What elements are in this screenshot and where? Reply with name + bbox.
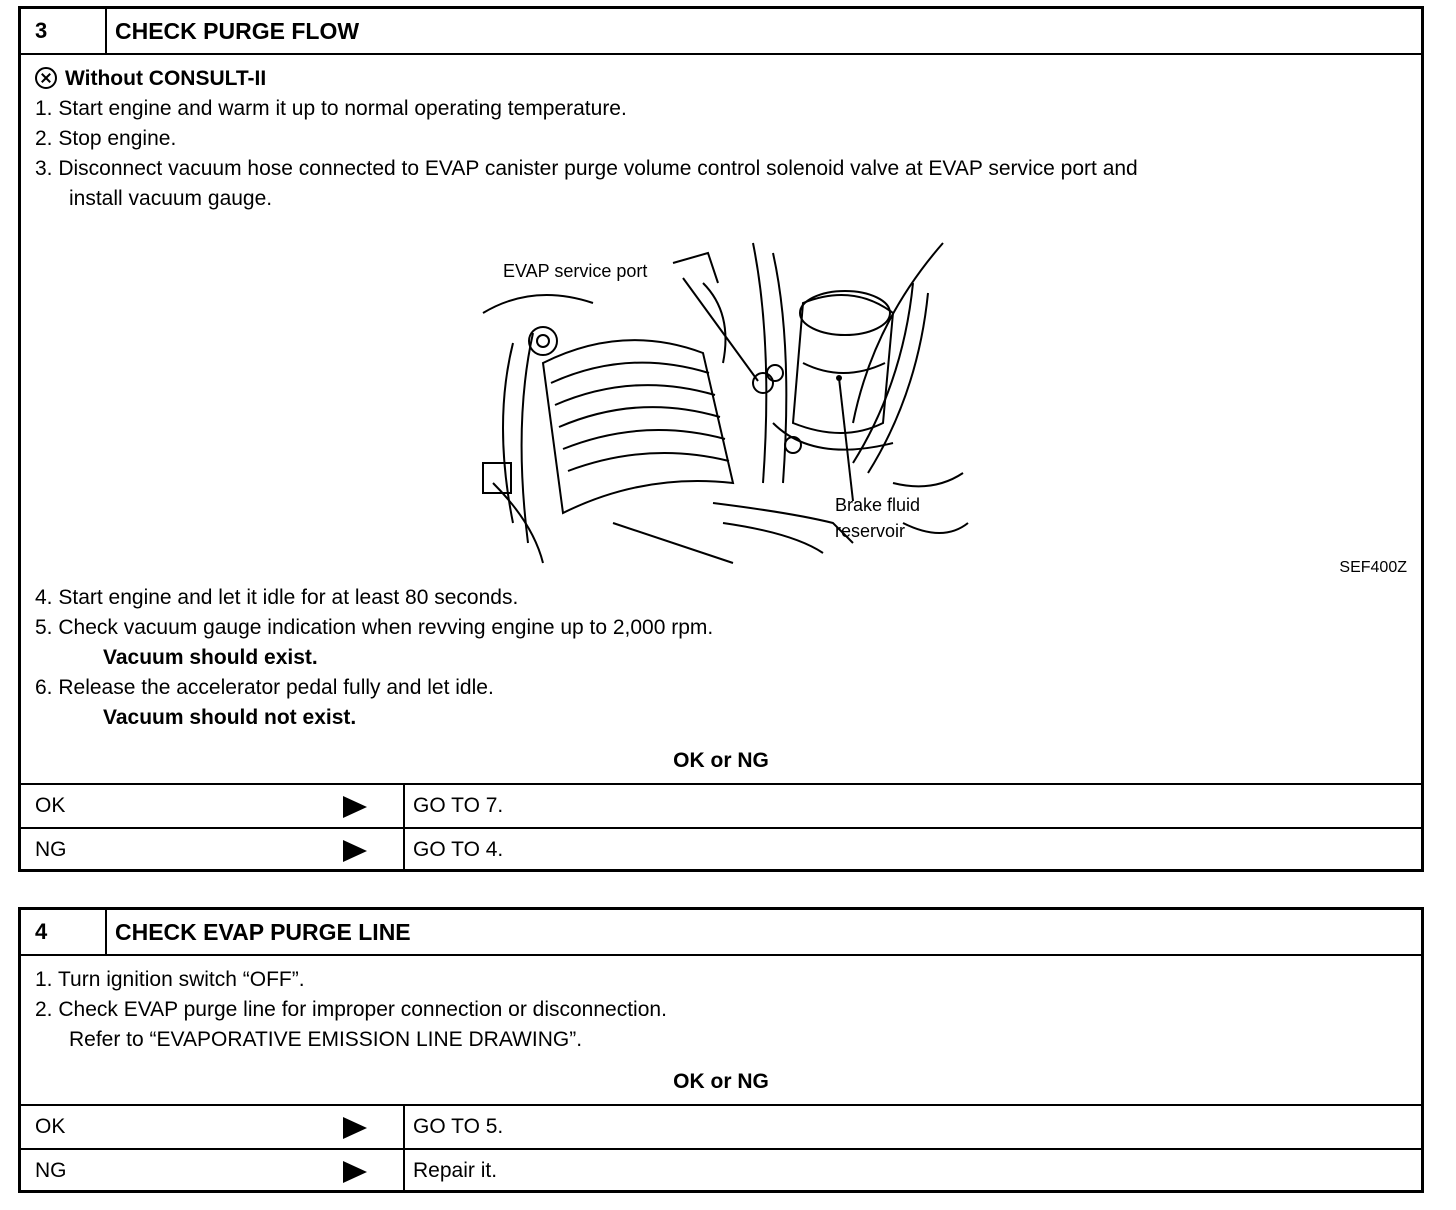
step-4-header [21, 910, 1421, 956]
step-3-title: CHECK PURGE FLOW [115, 18, 360, 44]
figure-code: SEF400Z [1339, 559, 1407, 576]
step-3-item-6: 6. Release the accelerator pedal fully and let idle. [35, 676, 494, 699]
result-row-ok [21, 783, 1421, 827]
step-3-item-4: 4. Start engine and let it idle for at least 80 seconds. [35, 586, 519, 609]
step-3-item-3: 3. Disconnect vacuum hose connected to EVAP canister purge volume control solenoid valve at EVAP service port and [35, 157, 1138, 180]
engine-bay-illustration [473, 223, 973, 569]
result-key: NG [35, 1159, 67, 1182]
ok-or-ng-heading: OK or NG [673, 749, 769, 772]
result-row-ng [21, 827, 1421, 871]
label-brake-fluid: Brake fluid [835, 495, 921, 515]
result-action: GO TO 5. [413, 1115, 504, 1138]
arrow-right-icon [343, 796, 367, 818]
arrow-right-icon [343, 1117, 367, 1139]
result-action: Repair it. [413, 1159, 498, 1182]
step-4-title: CHECK EVAP PURGE LINE [115, 919, 411, 945]
step-3-item-3-cont: install vacuum gauge. [69, 187, 273, 210]
result-row-ok [21, 1104, 1421, 1148]
label-evap-service-port: EVAP service port [503, 261, 648, 281]
step-3-number: 3 [21, 9, 107, 53]
step-4-item-2: 2. Check EVAP purge line for improper connection or disconnection. [35, 998, 667, 1021]
step-3-item-1: 1. Start engine and warm it up to normal operating temperature. [35, 97, 627, 120]
label-reservoir: reservoir [835, 521, 906, 541]
step-4-panel [18, 907, 1424, 1193]
no-consult-icon [35, 67, 57, 89]
result-action: GO TO 4. [413, 838, 504, 861]
arrow-right-icon [343, 1161, 367, 1183]
step-3-item-2: 2. Stop engine. [35, 127, 177, 150]
result-row-ng [21, 1148, 1421, 1192]
step-3-item-5: 5. Check vacuum gauge indication when revving engine up to 2,000 rpm. [35, 616, 714, 639]
ok-or-ng-heading: OK or NG [673, 1070, 769, 1093]
step-3-header [21, 9, 1421, 55]
step-3-panel [18, 6, 1424, 872]
result-key: OK [35, 794, 66, 817]
result-action: GO TO 7. [413, 794, 504, 817]
arrow-right-icon [343, 840, 367, 862]
result-key: OK [35, 1115, 66, 1138]
expected-vacuum-exist: Vacuum should exist. [103, 646, 318, 669]
result-key: NG [35, 838, 67, 861]
expected-vacuum-not-exist: Vacuum should not exist. [103, 706, 357, 729]
mode-label: Without CONSULT-II [35, 65, 266, 93]
step-4-item-2-cont: Refer to “EVAPORATIVE EMISSION LINE DRAWING”. [69, 1028, 583, 1051]
step-4-number: 4 [21, 910, 107, 954]
step-4-item-1: 1. Turn ignition switch “OFF”. [35, 968, 305, 991]
